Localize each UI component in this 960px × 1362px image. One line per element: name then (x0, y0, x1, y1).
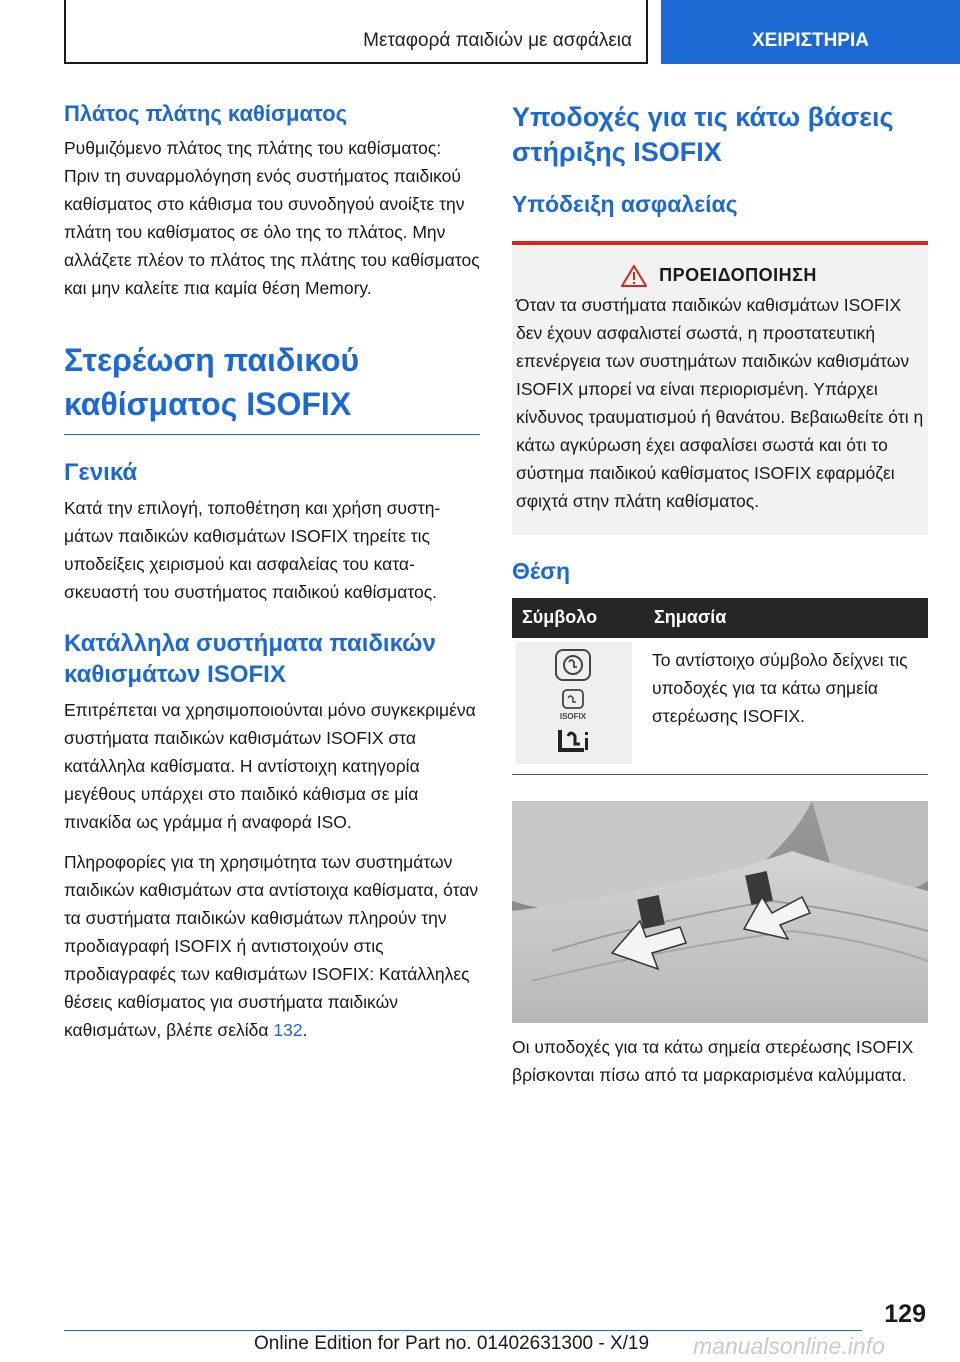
general-paragraph: Κατά την επιλογή, τοποθέτηση και χρήση συστημάτων παιδικών καθισμάτων ISOFIX τηρείτε τις υποδείξεις χειρισμού και ασφαλείας του κατασκευαστή του συστήματος παιδικού καθίσματος. (64, 498, 441, 602)
edition-text: Online Edition for Part no. 01402631300 - X/19 (254, 1333, 650, 1354)
suitable-text: Πληροφορίες για τη χρησιμότητα των συστημάτων παιδικών καθισμάτων στα αντίστοιχα καθίσματα, όταν τα συστήματα παιδικών καθισμάτων πληρούν την προδιαγραφή ISOFIX ή αντιστοιχούν στις προδιαγραφές των καθισμάτων ISOFIX: Κατάλληλες θέσεις καθίσματος για συστήματα παιδικών καθισμάτων, βλέπε σελίδα (64, 852, 479, 1041)
warning-title: ΠΡΟΕΙΔΟΠΟΙΗΣΗ (659, 265, 817, 286)
main-heading: Στερέωση παιδικού καθίσματος ISOFIX (64, 341, 360, 422)
warning-title-row (514, 265, 924, 287)
safety-heading: Υπόδειξη ασφαλείας (512, 191, 738, 218)
table-header-row (512, 598, 928, 638)
suitable-paragraph-2 (64, 848, 480, 1044)
warning-text: Όταν τα συστήματα παιδικών καθισμάτων ISOFIX δεν έχουν ασφαλιστεί σωστά, η προστατευτική επενέργεια των συστημάτων παιδικών καθισμάτων ISOFIX μπορεί να είναι περιορισμένη. Υπάρχει κίνδυνος τραυματισμού ή θανάτου. Βεβαιωθείτε ότι η κάτω αγκύρωση έχει ασφαλίσει σωστά και ότι το σύστημα παιδικού καθίσματος ISOFIX εφαρμόζει σφιχτά στην πλάτη καθίσματος. (516, 294, 924, 511)
anchor-heading: Υποδοχές για τις κάτω βάσεις στήριξης ISOFIX (512, 102, 894, 168)
isofix-symbol-box (516, 642, 632, 764)
width-heading: Πλάτος πλάτης καθίσματος (64, 101, 348, 126)
right-column (512, 100, 928, 1101)
meaning-cell: Το αντίστοιχο σύμβολο δείχνει τις υποδοχές για τα κάτω σημεία στερέωσης ISOFIX. (652, 649, 908, 726)
section-title: Μεταφορά παιδιών με ασφάλεια (363, 30, 632, 51)
page-number: 129 (884, 1300, 926, 1328)
photo-caption: Οι υποδοχές για τα κάτω σημεία στερέωσης ISOFIX βρίσκονται πίσω από τα μαρκαρισμένα καλύμματα. (512, 1036, 914, 1085)
left-column (64, 100, 480, 1056)
col-symbol-header: Σύμβολο (512, 598, 644, 638)
suitable-heading: Κατάλληλα συστήματα παιδικών καθισμάτων ISOFIX (64, 630, 436, 689)
warning-triangle-icon (621, 265, 647, 287)
seat-anchor-photo (512, 801, 928, 1023)
chapter-tab-label: ΧΕΙΡΙΣΤΗΡΙΑ (752, 30, 869, 51)
header-box (64, 0, 648, 64)
chapter-tab[interactable] (661, 0, 960, 64)
table-bottom-rule (512, 774, 928, 775)
table-row (512, 638, 928, 764)
symbol-table (512, 598, 928, 764)
isofix-symbol-icon (516, 642, 632, 764)
warning-box (512, 241, 928, 535)
footer-rule (64, 1330, 862, 1331)
heading-rule (64, 434, 480, 435)
position-heading: Θέση (512, 557, 571, 584)
page-link[interactable]: 132 (273, 1020, 303, 1041)
symbol-cell (512, 638, 644, 764)
suitable-text-end: . (302, 1020, 308, 1041)
width-paragraph: Ρυθμιζόμενο πλάτος της πλάτης του καθίσματος: Πριν τη συναρμολόγηση ενός συστήματος παιδικού καθίσματος στο κάθισμα του συνοδηγού ανοίξτε την πλάτη του καθίσματος σε όλο της το πλάτος. Μην αλλάζετε πλέον το πλάτος της πλάτης του καθίσματος και μην καλείτε πια καμία θέση Memory. (64, 137, 480, 298)
isofix-label: ISOFIX (559, 711, 587, 721)
col-meaning-header: Σημασία (644, 598, 928, 638)
general-heading: Γενικά (64, 458, 138, 486)
watermark-text: manualsonline.info (693, 1333, 885, 1359)
suitable-paragraph-1: Επιτρέπεται να χρησιμοποιούνται μόνο συγκεκριμένα συστήματα παιδικών καθισμάτων ISOFIX στα κατάλληλα καθίσματα. Η αντίστοιχη κατηγορία μεγέθους υπάρχει στο παιδικό κάθισμα σε μία πινακίδα ως γράμμα ή αναφορά ISO. (64, 700, 476, 833)
